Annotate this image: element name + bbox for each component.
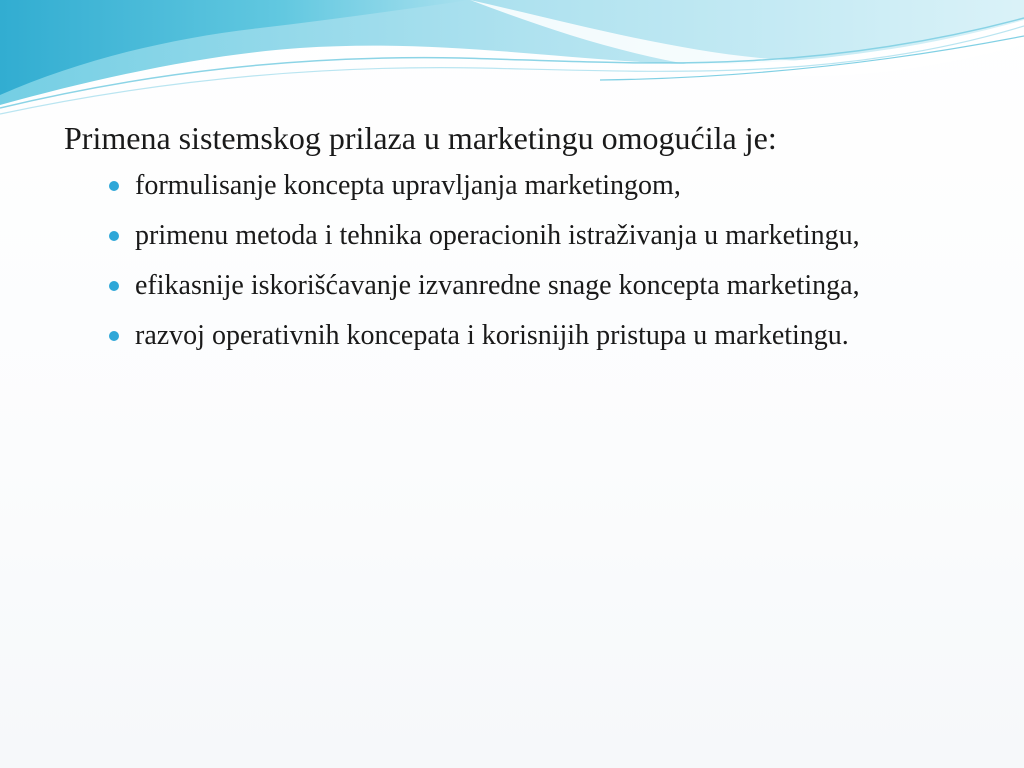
- bullet-list: [64, 166, 944, 356]
- bullet-dot-icon: [109, 181, 119, 191]
- bullet-dot-icon: [109, 231, 119, 241]
- bullet-dot-icon: [109, 331, 119, 341]
- bullet-text: efikasnije iskorišćavanje izvanredne snage koncepta marketinga,: [135, 270, 860, 301]
- bullet-text: primenu metoda i tehnika operacionih istraživanja u marketingu,: [135, 220, 860, 251]
- list-item: [108, 166, 944, 206]
- slide-content: [64, 116, 944, 366]
- slide-intro-text: Primena sistemskog prilaza u marketingu omogućila je:: [64, 120, 777, 156]
- bullet-text: razvoj operativnih koncepata i korisnijih pristupa u marketingu.: [135, 320, 849, 351]
- bullet-text: formulisanje koncepta upravljanja marketingom,: [135, 170, 681, 201]
- decorative-wave-header: [0, 0, 1024, 130]
- list-item: [108, 316, 944, 356]
- bullet-dot-icon: [109, 281, 119, 291]
- list-item: [108, 216, 944, 256]
- list-item: [108, 266, 944, 306]
